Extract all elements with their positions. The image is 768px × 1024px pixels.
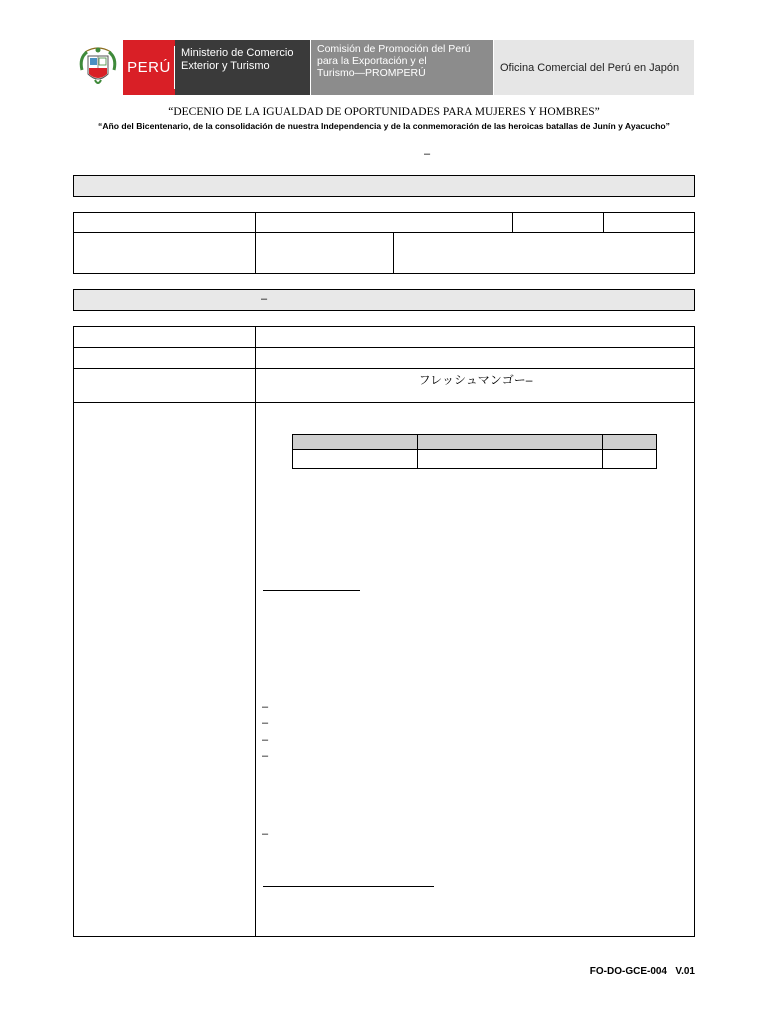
section-bar-2 bbox=[73, 289, 695, 311]
list-dash: – bbox=[262, 717, 269, 729]
info-cell bbox=[603, 212, 695, 233]
main-label-cell bbox=[73, 368, 256, 403]
promperu-line-3: Turismo—PROMPERÚ bbox=[317, 67, 426, 79]
underline-heading-2 bbox=[263, 886, 434, 887]
list-dash: – bbox=[262, 734, 269, 746]
coat-of-arms-logo bbox=[73, 40, 123, 95]
year-motto: “Año del Bicentenario, de la consolidación de nuestra Independencia y de la conmemoración de las heroicas batallas de Junín y Ayacucho” bbox=[98, 121, 670, 131]
mincetur-label bbox=[175, 40, 310, 95]
ocex-label: Oficina Comercial del Perú en Japón bbox=[494, 40, 694, 95]
mincetur-line-1: Ministerio de Comercio bbox=[181, 47, 294, 59]
list-dash: – bbox=[262, 701, 269, 713]
decenio-title: “DECENIO DE LA IGUALDAD DE OPORTUNIDADES PARA MUJERES Y HOMBRES” bbox=[168, 106, 600, 118]
promperu-line-2: para la Exportación y el bbox=[317, 55, 427, 67]
nested-header-cell bbox=[417, 434, 603, 450]
main-value-cell bbox=[255, 326, 695, 348]
info-cell bbox=[393, 232, 695, 274]
info-cell bbox=[512, 212, 604, 233]
list-dash: – bbox=[262, 828, 269, 840]
info-cell bbox=[73, 212, 256, 233]
section-dash: – bbox=[261, 293, 268, 305]
main-label-cell bbox=[73, 347, 256, 369]
form-code: FO-DO-GCE-004 V.01 bbox=[589, 966, 695, 977]
peru-brand-label: PERÚ bbox=[123, 40, 175, 95]
promperu-line-1: Comisión de Promoción del Perú bbox=[317, 43, 471, 55]
main-value-cell bbox=[255, 347, 695, 369]
nested-cell bbox=[417, 449, 603, 469]
title-dash: – bbox=[424, 148, 431, 160]
nested-header-cell bbox=[292, 434, 418, 450]
promperu-label bbox=[311, 40, 493, 95]
info-cell bbox=[255, 232, 394, 274]
main-content-cell bbox=[255, 402, 695, 937]
nested-cell bbox=[602, 449, 657, 469]
section-bar-1 bbox=[73, 175, 695, 197]
underline-heading-1 bbox=[263, 590, 360, 591]
list-dash: – bbox=[262, 750, 269, 762]
info-cell bbox=[73, 232, 256, 274]
product-name-jp: フレッシュマンゴー– bbox=[418, 373, 533, 387]
nested-header-cell bbox=[602, 434, 657, 450]
main-label-cell bbox=[73, 402, 256, 937]
mincetur-line-2: Exterior y Turismo bbox=[181, 60, 270, 72]
main-label-cell bbox=[73, 326, 256, 348]
info-cell bbox=[255, 212, 513, 233]
coat-of-arms-icon bbox=[73, 40, 123, 95]
nested-cell bbox=[292, 449, 418, 469]
